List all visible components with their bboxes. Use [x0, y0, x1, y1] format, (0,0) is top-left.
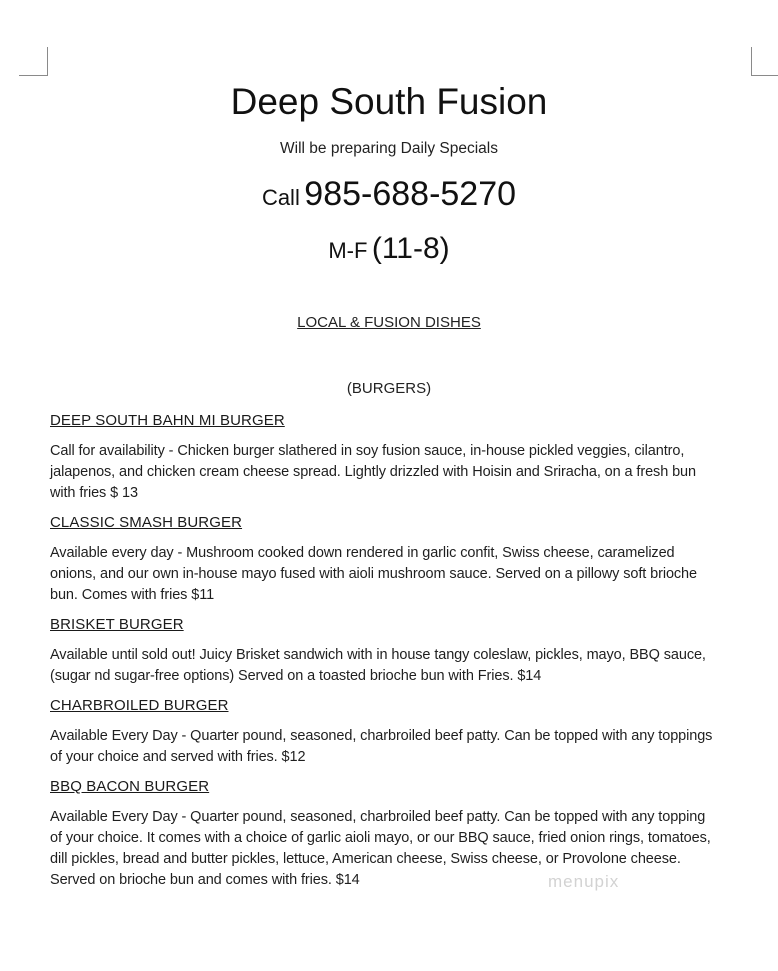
- item-name: BRISKET BURGER: [50, 616, 184, 633]
- category-heading: (BURGERS): [346, 380, 432, 397]
- item-name: CLASSIC SMASH BURGER: [50, 514, 243, 531]
- menu-item: [50, 512, 762, 606]
- item-description-line: (sugar nd sugar-free options) Served on a toasted brioche bun with Fries. $14: [50, 668, 542, 684]
- item-name: BBQ BACON BURGER: [50, 778, 210, 795]
- menu-item: [50, 695, 762, 768]
- item-description-line: with fries $ 13: [50, 485, 138, 501]
- crop-mark-top-left: [19, 47, 48, 76]
- menu-item: [50, 614, 762, 687]
- menu-items: [50, 410, 762, 899]
- item-description-line: of your choice. It comes with a choice of garlic aioli mayo, or our BBQ sauce, fried onion rings, tomatoes,: [50, 830, 711, 846]
- watermark-logo: menupix: [548, 872, 620, 891]
- item-description: [50, 807, 762, 891]
- item-description-line: Served on brioche bun and comes with fries. $14: [50, 872, 360, 888]
- menu-item: [50, 410, 762, 504]
- item-name: DEEP SOUTH BAHN MI BURGER: [50, 412, 285, 429]
- item-description: [50, 726, 762, 768]
- item-description-line: Available Every Day - Quarter pound, seasoned, charbroiled beef patty. Can be topped with any topping: [50, 809, 706, 825]
- item-description-line: Available every day - Mushroom cooked down rendered in garlic confit, Swiss cheese, caramelized: [50, 545, 675, 561]
- item-description-line: onions, and our own in-house mayo fused with aioli mushroom sauce. Served on a pillowy soft brioche: [50, 566, 697, 582]
- item-description: [50, 543, 762, 606]
- item-name: CHARBROILED BURGER: [50, 697, 229, 714]
- restaurant-title: Deep South Fusion: [230, 81, 548, 122]
- hours-value: (11-8): [371, 232, 450, 265]
- item-description-line: Available until sold out! Juicy Brisket sandwich with in house tangy coleslaw, pickles, mayo, BBQ sauce,: [50, 647, 706, 663]
- item-description-line: dill pickles, bread and butter pickles, lettuce, American cheese, Swiss cheese, or Provolone cheese.: [50, 851, 681, 867]
- item-description-line: of your choice and served with fries. $12: [50, 749, 306, 765]
- section-heading: LOCAL & FUSION DISHES: [297, 314, 481, 331]
- call-label: Call: [261, 185, 300, 210]
- item-description-line: Call for availability - Chicken burger slathered in soy fusion sauce, in-house pickled veggies, cilantro,: [50, 443, 685, 459]
- phone-line: [0, 172, 778, 223]
- item-description-line: Available Every Day - Quarter pound, seasoned, charbroiled beef patty. Can be topped with any toppings: [50, 728, 713, 744]
- item-description-line: bun. Comes with fries $11: [50, 587, 215, 603]
- item-description: [50, 645, 762, 687]
- item-description-line: jalapenos, and chicken cream cheese spread. Lightly drizzled with Hoisin and Sriracha, on a fresh bun: [50, 464, 696, 480]
- item-description: [50, 441, 762, 504]
- days-label: M-F: [328, 238, 368, 263]
- hours-line: [0, 227, 778, 276]
- menu-item: [50, 776, 762, 891]
- phone-number: 985-688-5270: [304, 175, 517, 213]
- specials-subtitle: Will be preparing Daily Specials: [280, 140, 498, 157]
- crop-mark-top-right: [751, 47, 778, 76]
